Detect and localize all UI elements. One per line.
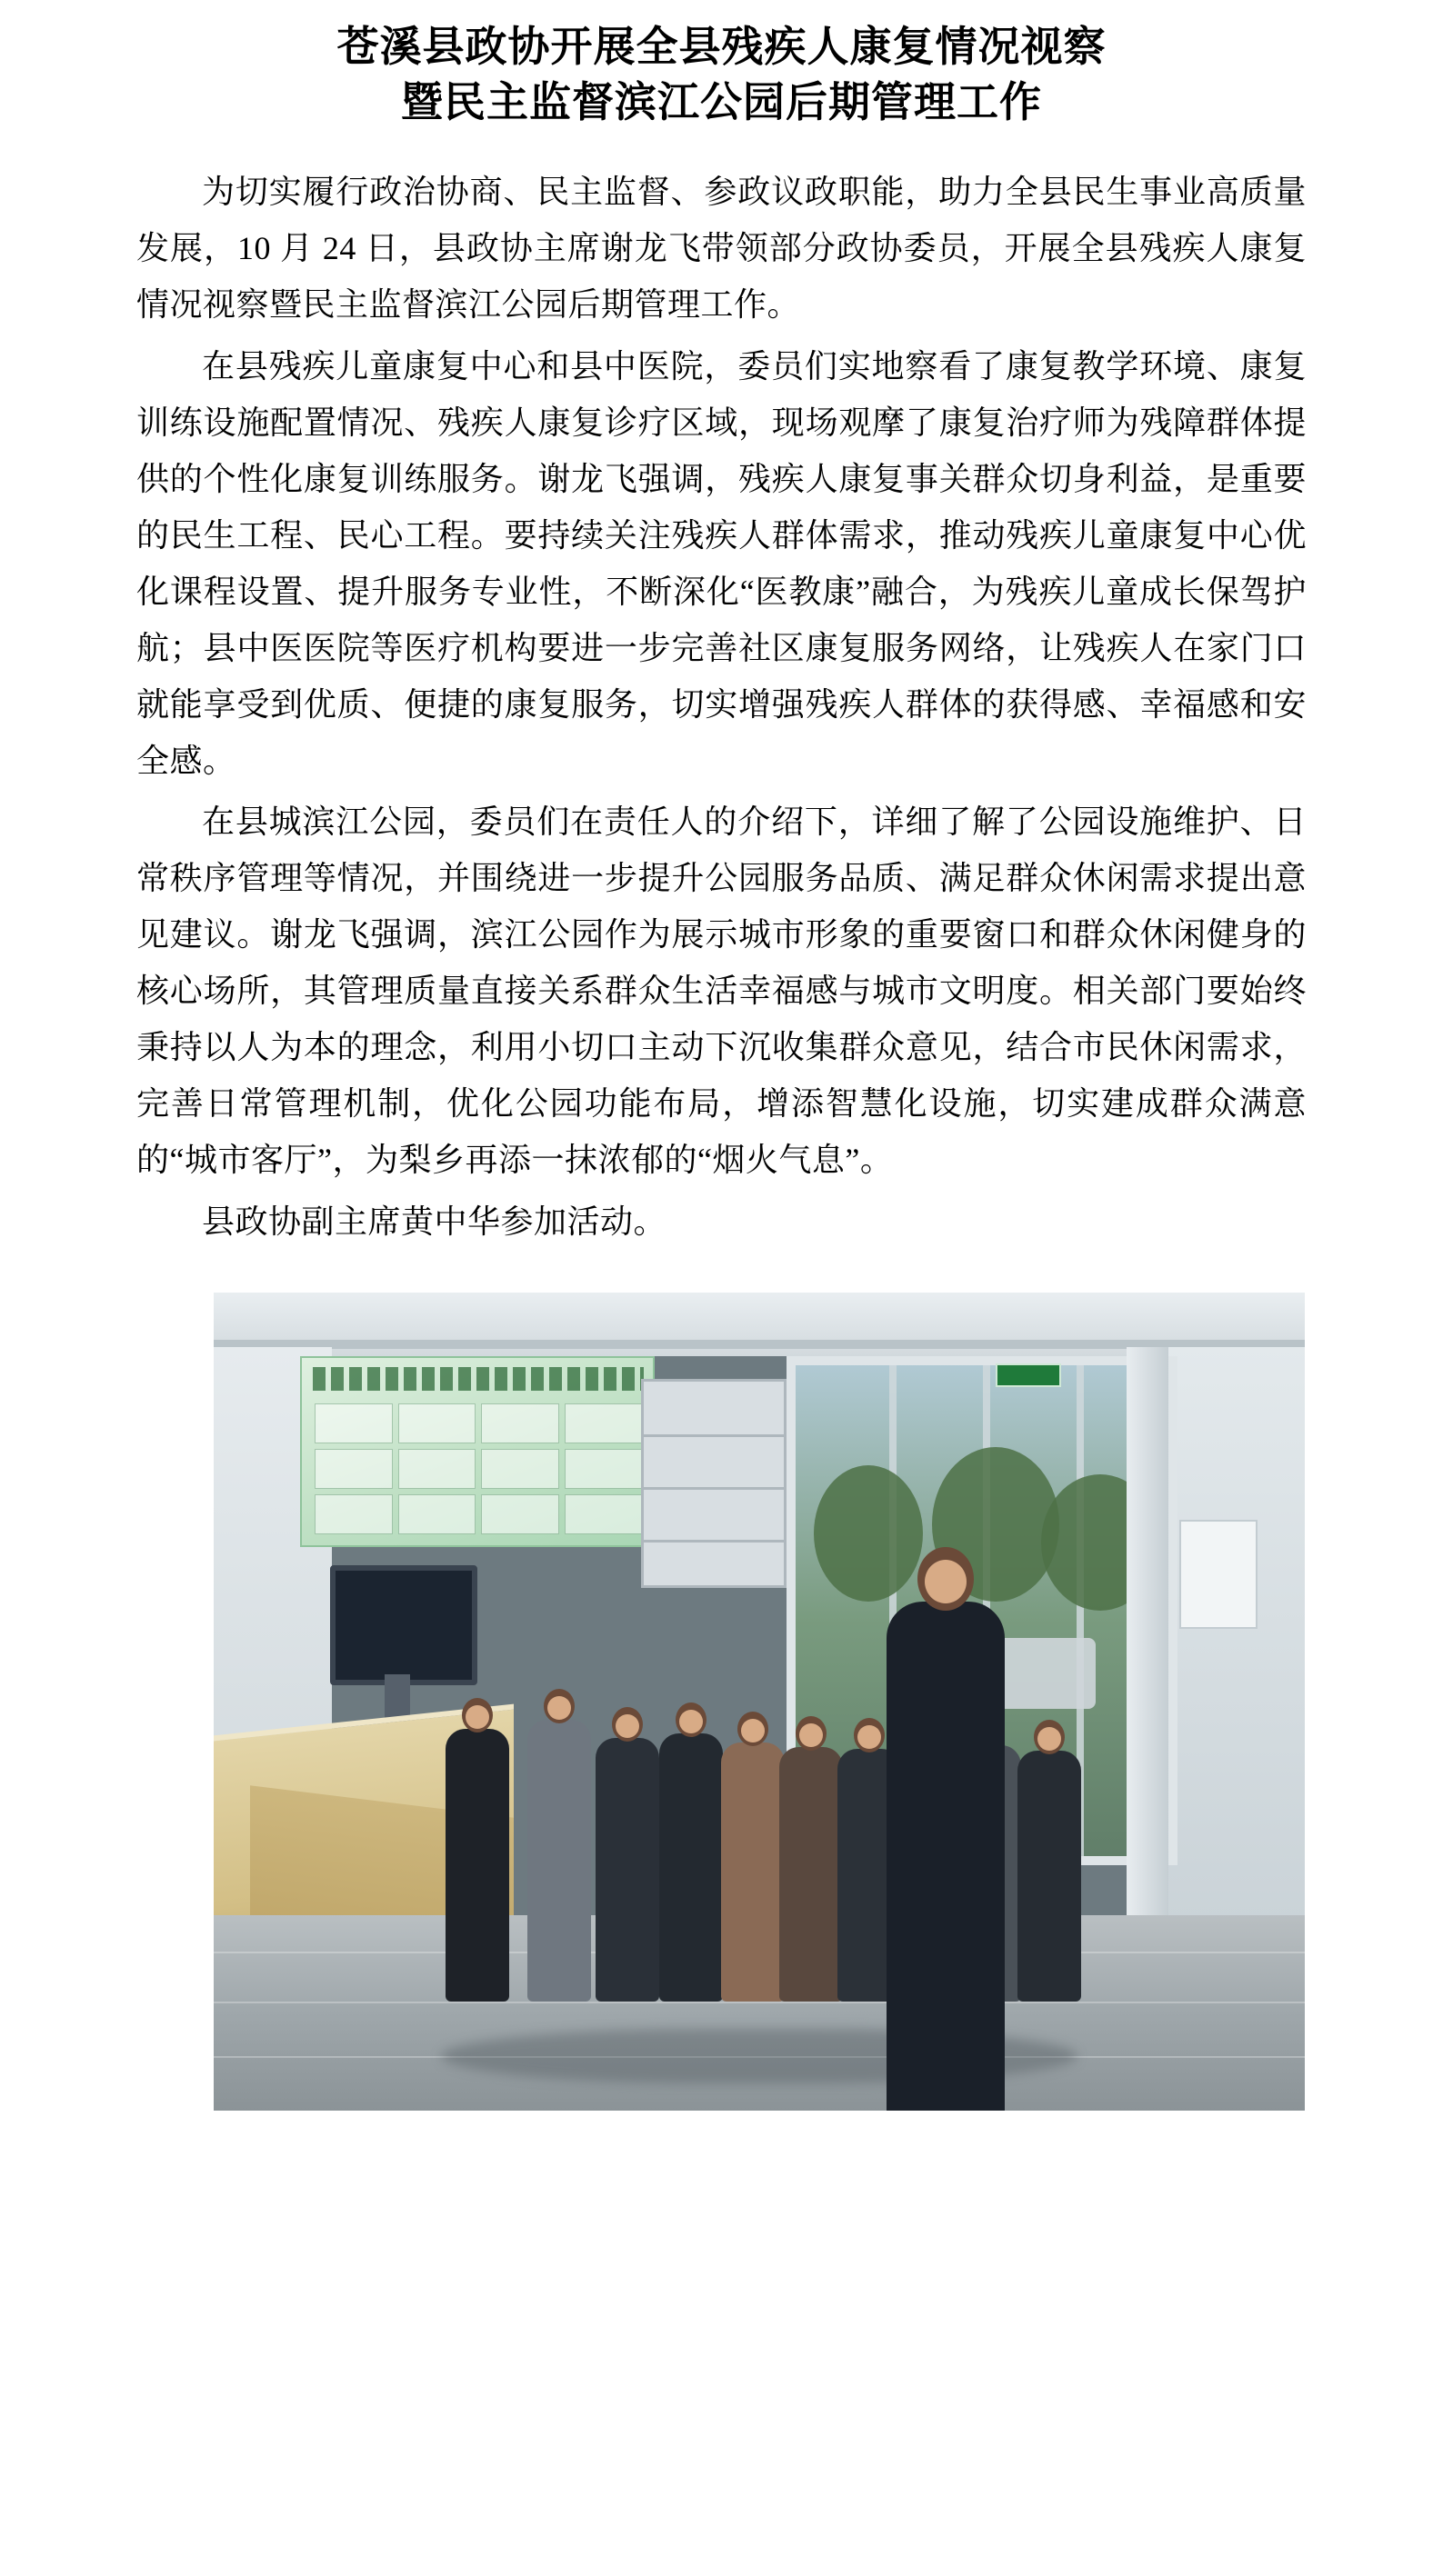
- wall-banner: [300, 1356, 655, 1547]
- person-5: [721, 1742, 785, 2002]
- banner-title-text: [313, 1367, 644, 1391]
- article-body: [0, 139, 1443, 1250]
- wall-sign-right: [1179, 1520, 1258, 1629]
- paragraph-4: 县政协副主席黄中华参加活动。: [202, 1203, 667, 1240]
- paragraph-3: 在县城滨江公园，委员们在责任人的介绍下，详细了解了公园设施维护、日常秩序管理等情况，并围绕进一步提升公园服务品质、满足群众休闲需求提出意见建议。谢龙飞强调，滨江公园作为展示城市形象的重要窗口和群众休闲健身的核心场所，其管理质量直接关系群众生活幸福感与城市文明度。相关部门要始终秉持以人为本的理念，利用小切口主动下沉收集群众意见，结合市民休闲需求，完善日常管理机制，优化公园功能布局，增添智慧化设施，切实建成群众满意的“城市客厅”，为梨乡再添一抹浓郁的“烟火气息”。: [136, 804, 1307, 1178]
- pillar-right: [1127, 1347, 1168, 1965]
- article-figure: [0, 1293, 1443, 2122]
- tree-outside-1: [814, 1465, 923, 1602]
- exit-sign-icon: [996, 1363, 1061, 1387]
- banner-photo-grid: [315, 1403, 642, 1534]
- photo-rehab-center-visit: [214, 1293, 1305, 2111]
- figure-caption: [214, 2111, 1307, 2122]
- person-1: [446, 1729, 509, 2002]
- person-speaker-foreground: [887, 1602, 1005, 2111]
- person-4: [659, 1733, 723, 2002]
- person-6: [779, 1747, 843, 2002]
- person-3: [596, 1738, 659, 2002]
- paragraph-1: 为切实履行政治协商、民主监督、参政议政职能，助力全县民生事业高质量发展，10 月 24 日，县政协主席谢龙飞带领部分政协委员，开展全县残疾人康复情况视察暨民主监督滨江公园后期管理工作。: [136, 174, 1307, 324]
- info-kiosk-screen: [330, 1565, 477, 1685]
- article-title: [0, 0, 1443, 139]
- person-10: [1017, 1751, 1081, 2002]
- title-line-1: 苍溪县政协开展全县残疾人康复情况视察: [336, 24, 1107, 70]
- title-line-2: 暨民主监督滨江公园后期管理工作: [401, 78, 1042, 125]
- paragraph-2: 在县残疾儿童康复中心和县中医院，委员们实地察看了康复教学环境、康复训练设施配置情况、残疾人康复诊疗区域，现场观摩了康复治疗师为残障群体提供的个性化康复训练服务。谢龙飞强调，残疾人康复事关群众切身利益，是重要的民生工程、民心工程。要持续关注残疾人群体需求，推动残疾儿童康复中心优化课程设置、提升服务专业性，不断深化“医教康”融合，为残疾儿童成长保驾护航；县中医医院等医疗机构要进一步完善社区康复服务网络，让残疾人在家门口就能享受到优质、便捷的康复服务，切实增强残疾人群体的获得感、幸福感和安全感。: [136, 348, 1307, 779]
- person-2: [527, 1720, 591, 2002]
- wall-shelf: [641, 1379, 787, 1588]
